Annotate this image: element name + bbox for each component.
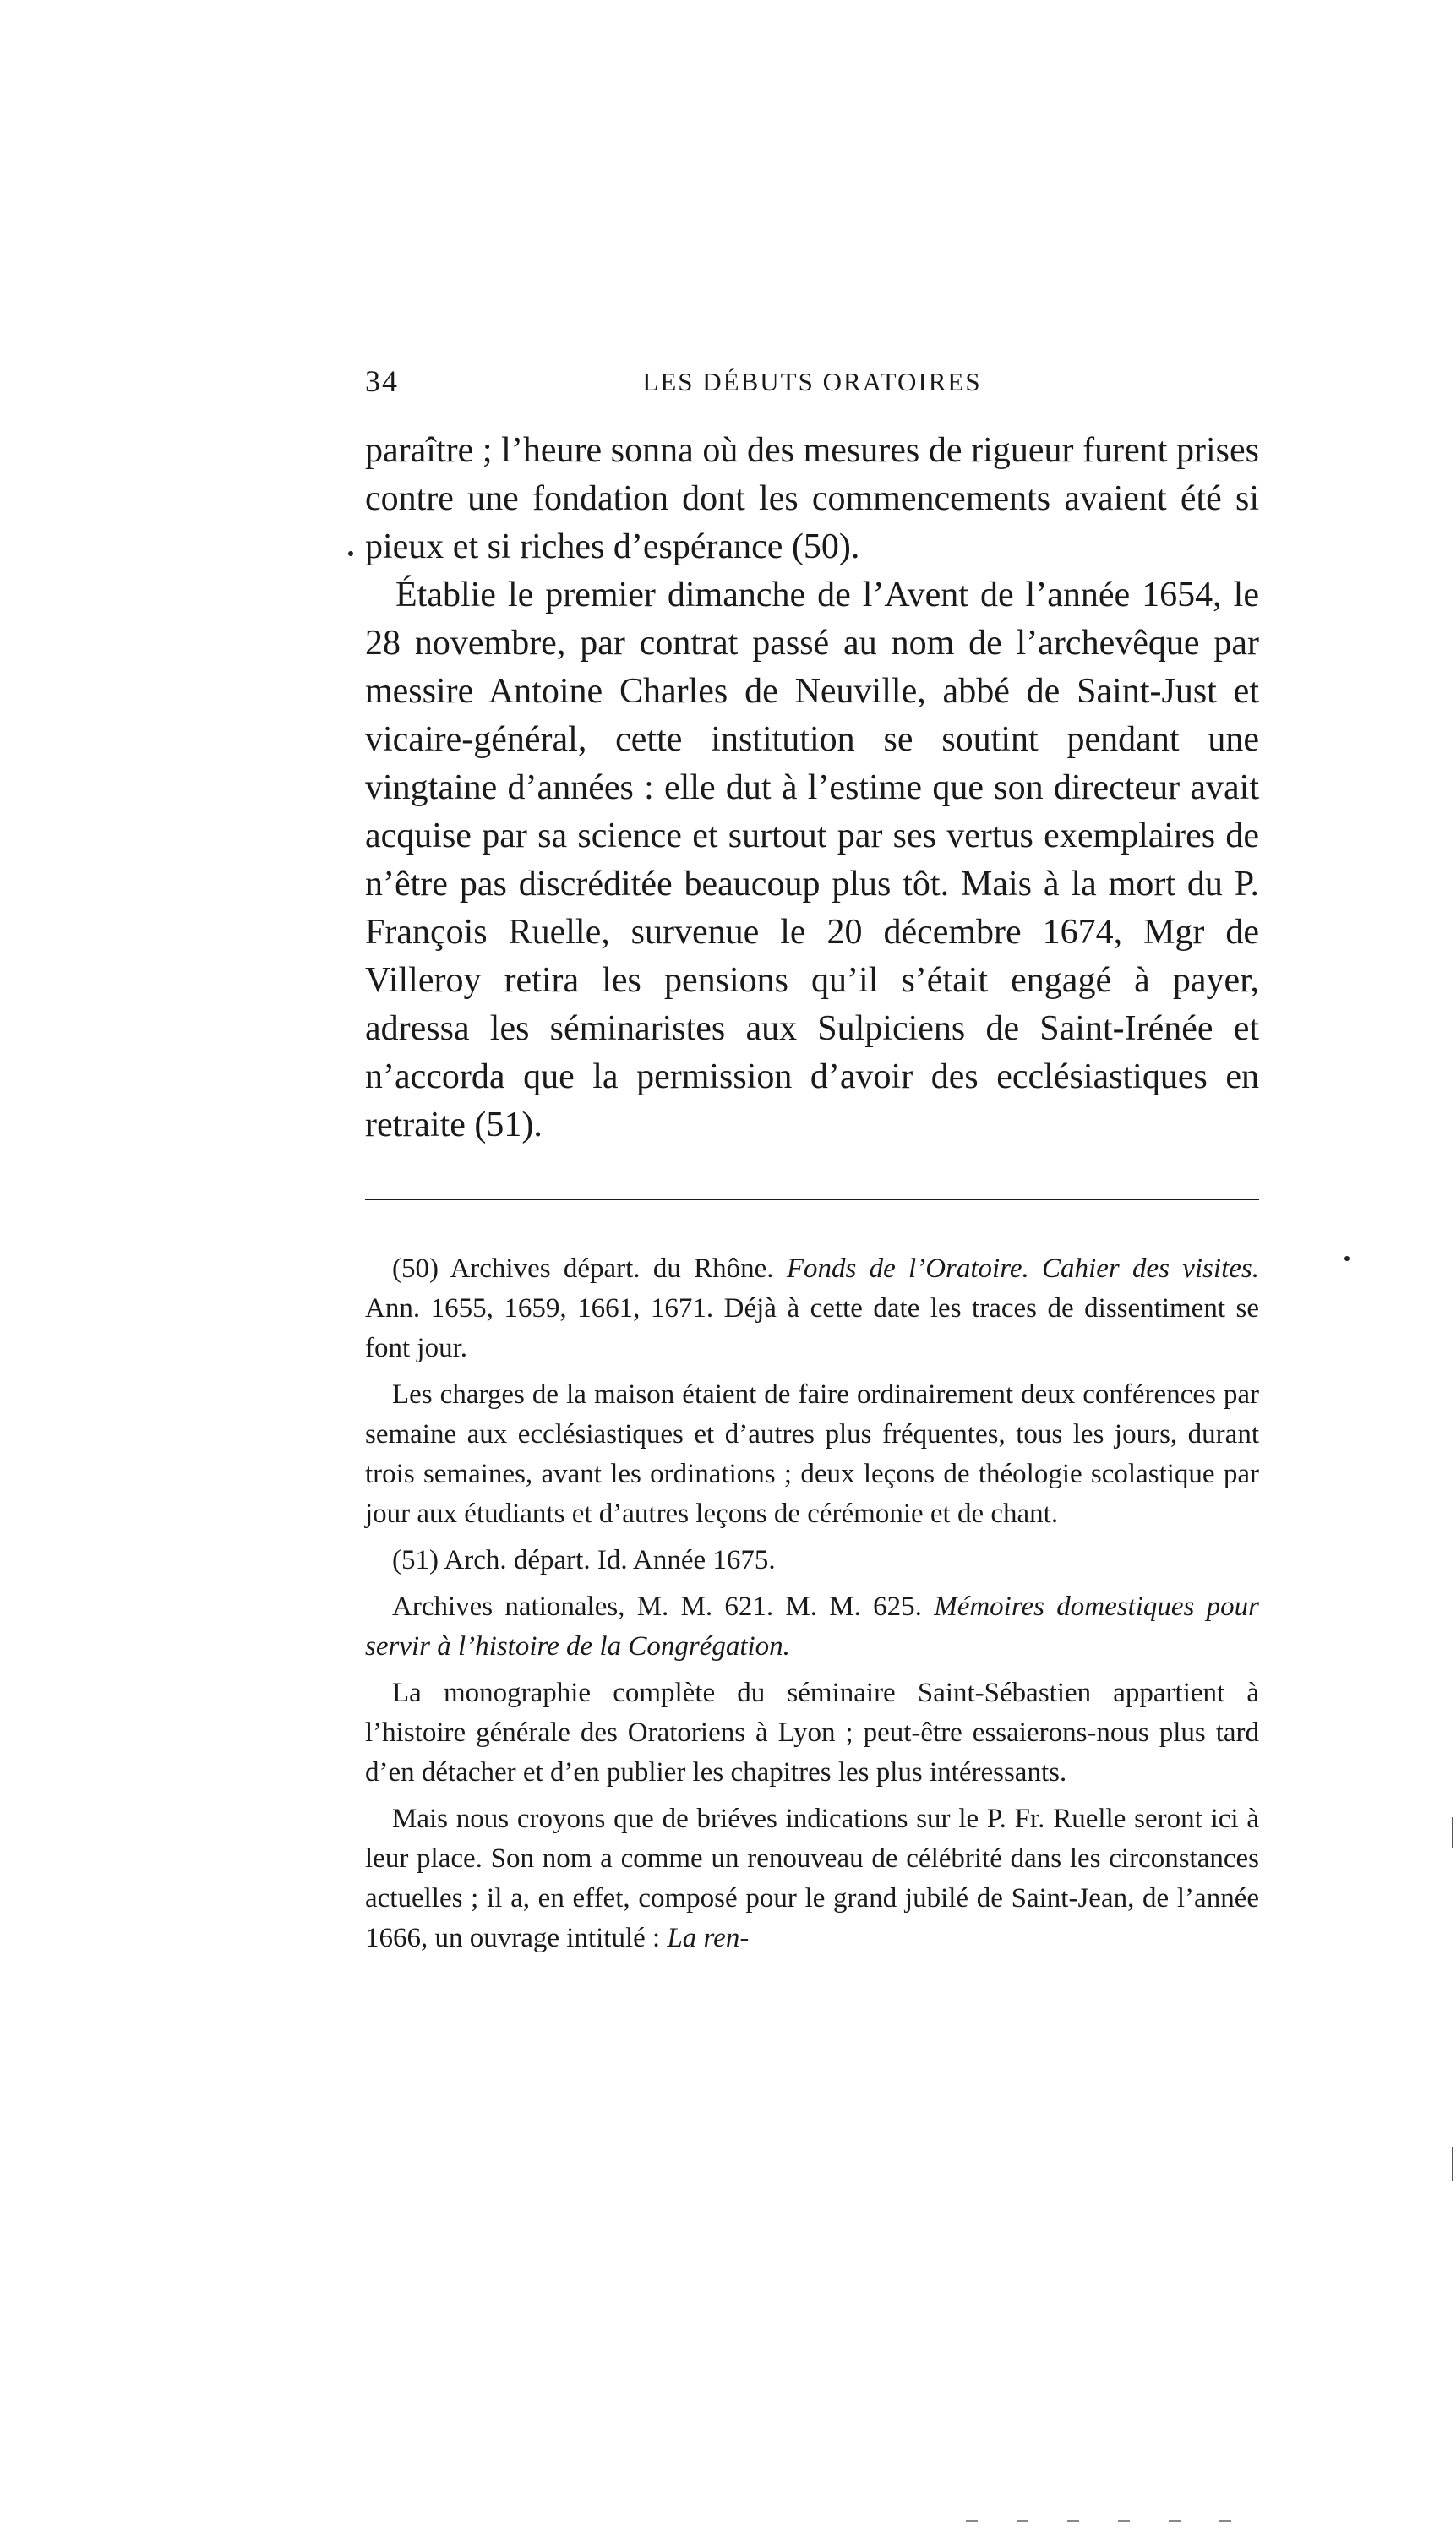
footnotes [365,1249,1259,1965]
footnote-ruelle: Mais nous croyons que de briéves indications sur le P. Fr. Ruelle seront ici à leur place. Son nom a comme un renouveau de célébrité dans les circonstances actuelles ; il a, en effet, composé pour le grand jubilé de Saint-Jean, de l’année 1666, un ouvrage intitulé : La ren- [365,1804,1259,1953]
margin-dot-left [348,551,353,556]
footnote-51-archives: Archives nationales, M. M. 621. M. M. 625. Mémoires domestiques pour servir à l’histoire de la Congrégation. [365,1592,1259,1662]
bottom-dash-4 [1118,2520,1130,2522]
footnote-50: (50) Archives départ. du Rhône. Fonds de l’Oratoire. Cahier des visites. Ann. 1655, 1659, 1661, 1671. Déjà à cette date les traces de dissentiment se font jour. [365,1253,1259,1363]
footnote-monographie: La monographie complète du séminaire Saint-Sébastien appartient à l’histoire générale des Oratoriens à Lyon ; peut-être essaierons-nous plus tard d’en détacher et d’en publier les chapitres les plus intéressants. [365,1678,1259,1788]
footnote-51: (51) Arch. départ. Id. Année 1675. [392,1545,776,1575]
paragraph-continuation: paraître ; l’heure sonna où des mesures de rigueur furent prises contre une fondation dont les commencements avaient été si pieux et si riches d’espérance (50). [365,431,1259,566]
margin-mark-right-lower [1452,2147,1453,2181]
bottom-dash-2 [1017,2520,1028,2522]
bottom-dash-6 [1219,2520,1231,2522]
margin-mark-right-upper [1452,1817,1453,1848]
page-header [365,363,1259,406]
running-title: LES DÉBUTS ORATOIRES [642,367,982,396]
bottom-dash-3 [1067,2520,1079,2522]
page-number: 34 [365,364,399,398]
bottom-dash-1 [966,2520,978,2522]
footnote-separator [365,1199,1259,1200]
footnote-50-charges: Les charges de la maison étaient de faire ordinairement deux conférences par semaine aux ecclésiastiques et d’autres plus fréquentes, tous les jours, durant trois semaines, avant les ordinations ; deux leçons de théologie scolastique par jour aux étudiants et d’autres leçons de cérémonie et de chant. [365,1379,1259,1529]
margin-dot-right [1344,1256,1350,1261]
main-text [365,427,1259,1149]
bottom-dash-5 [1169,2520,1181,2522]
paragraph-etablie: Établie le premier dimanche de l’Avent de l’année 1654, le 28 novembre, par contrat passé au nom de l’archevêque par messire Antoine Charles de Neuville, abbé de Saint-Just et vicaire-général, cette institution se soutint pendant une vingtaine d’années : elle dut à l’estime que son directeur avait acquise par sa science et surtout par ses vertus exemplaires de n’être pas discréditée beaucoup plus tôt. Mais à la mort du P. François Ruelle, survenue le 20 décembre 1674, Mgr de Villeroy retira les pensions qu’il s’était engagé à payer, adressa les séminaristes aux Sulpiciens de Saint-Irénée et n’accorda que la permission d’avoir des ecclésiastiques en retraite (51). [365,576,1259,1144]
